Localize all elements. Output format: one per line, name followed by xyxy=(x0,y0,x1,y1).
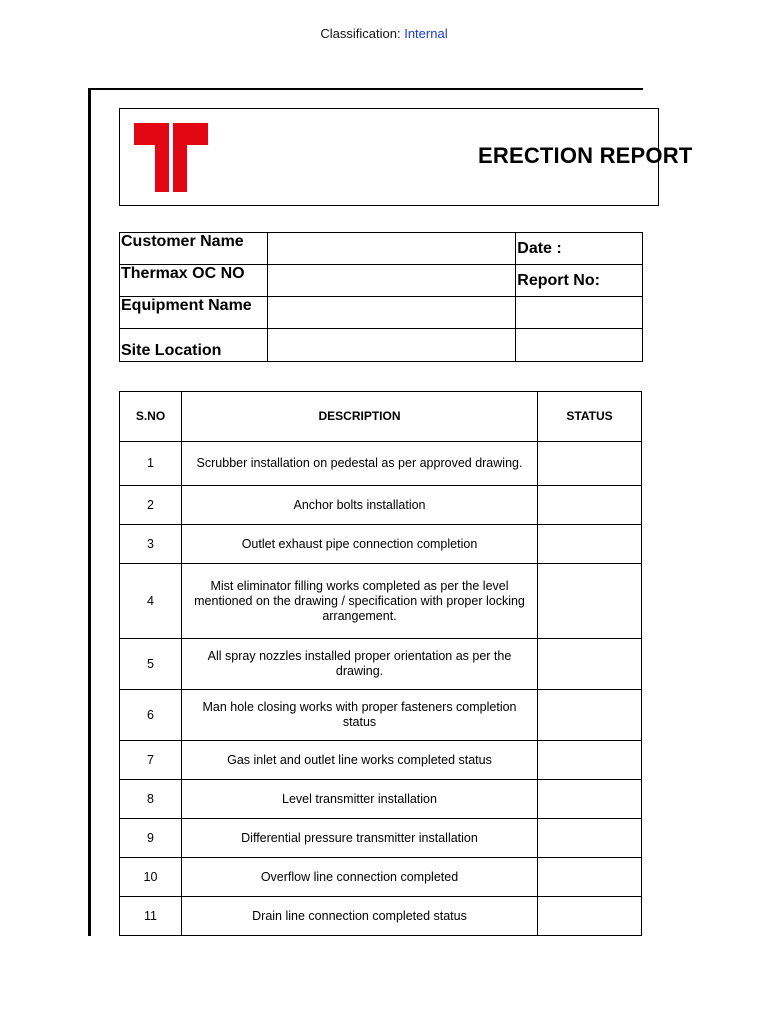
row-description: Overflow line connection completed xyxy=(182,858,538,897)
row-sno: 2 xyxy=(120,486,182,525)
checklist-table xyxy=(119,391,642,936)
table-row xyxy=(120,442,642,486)
row-status-cell[interactable] xyxy=(538,639,642,690)
table-row xyxy=(120,897,642,936)
oc-no-field[interactable] xyxy=(267,265,515,297)
sno-header: S.NO xyxy=(120,392,182,442)
row-sno: 1 xyxy=(120,442,182,486)
thermax-logo-icon xyxy=(134,123,208,193)
table-row xyxy=(120,741,642,780)
row-description: Anchor bolts installation xyxy=(182,486,538,525)
row-description: Outlet exhaust pipe connection completion xyxy=(182,525,538,564)
report-title: ERECTION REPORT xyxy=(478,143,693,168)
site-location-field[interactable] xyxy=(267,329,515,362)
description-header: DESCRIPTION xyxy=(182,392,538,442)
oc-no-label: Thermax OC NO xyxy=(120,265,268,297)
row-status-cell[interactable] xyxy=(538,780,642,819)
info-table xyxy=(119,232,643,362)
row-description: Scrubber installation on pedestal as per approved drawing. xyxy=(182,442,538,486)
row-description: Gas inlet and outlet line works completed status xyxy=(182,741,538,780)
row-status-cell[interactable] xyxy=(538,442,642,486)
date-label: Date : xyxy=(516,233,643,265)
table-row xyxy=(120,639,642,690)
row-sno: 4 xyxy=(120,564,182,639)
row-status-cell[interactable] xyxy=(538,741,642,780)
table-row xyxy=(120,564,642,639)
report-header xyxy=(119,108,693,206)
customer-name-field[interactable] xyxy=(267,233,515,265)
classification-value: Internal xyxy=(404,26,448,41)
row-sno: 6 xyxy=(120,690,182,741)
report-no-label: Report No: xyxy=(516,265,643,297)
row-sno: 9 xyxy=(120,819,182,858)
equipment-name-label: Equipment Name xyxy=(120,297,268,329)
row-status-cell[interactable] xyxy=(538,525,642,564)
row-sno: 7 xyxy=(120,741,182,780)
row-description: Level transmitter installation xyxy=(182,780,538,819)
table-row xyxy=(120,858,642,897)
row-status-cell[interactable] xyxy=(538,897,642,936)
row-description: Man hole closing works with proper fasteners completion status xyxy=(182,690,538,741)
blank-right-cell[interactable] xyxy=(516,297,643,329)
classification-line xyxy=(0,26,768,41)
table-row xyxy=(120,780,642,819)
customer-name-label: Customer Name xyxy=(120,233,268,265)
site-location-label: Site Location xyxy=(120,329,268,362)
table-row xyxy=(120,819,642,858)
row-sno: 11 xyxy=(120,897,182,936)
table-row xyxy=(120,690,642,741)
row-description: Drain line connection completed status xyxy=(182,897,538,936)
checklist-header-row xyxy=(120,392,642,442)
row-sno: 5 xyxy=(120,639,182,690)
table-row xyxy=(120,486,642,525)
row-sno: 10 xyxy=(120,858,182,897)
row-sno: 8 xyxy=(120,780,182,819)
table-row xyxy=(120,525,642,564)
blank-right-cell[interactable] xyxy=(516,329,643,362)
row-status-cell[interactable] xyxy=(538,564,642,639)
row-status-cell[interactable] xyxy=(538,486,642,525)
classification-label: Classification: xyxy=(320,26,401,41)
equipment-name-field[interactable] xyxy=(267,297,515,329)
report-sheet xyxy=(88,88,693,936)
row-status-cell[interactable] xyxy=(538,858,642,897)
row-status-cell[interactable] xyxy=(538,819,642,858)
row-sno: 3 xyxy=(120,525,182,564)
row-description: All spray nozzles installed proper orientation as per the drawing. xyxy=(182,639,538,690)
status-header: STATUS xyxy=(538,392,642,442)
row-status-cell[interactable] xyxy=(538,690,642,741)
row-description: Mist eliminator filling works completed as per the level mentioned on the drawing / specification with proper locking arrangement. xyxy=(182,564,538,639)
row-description: Differential pressure transmitter installation xyxy=(182,819,538,858)
